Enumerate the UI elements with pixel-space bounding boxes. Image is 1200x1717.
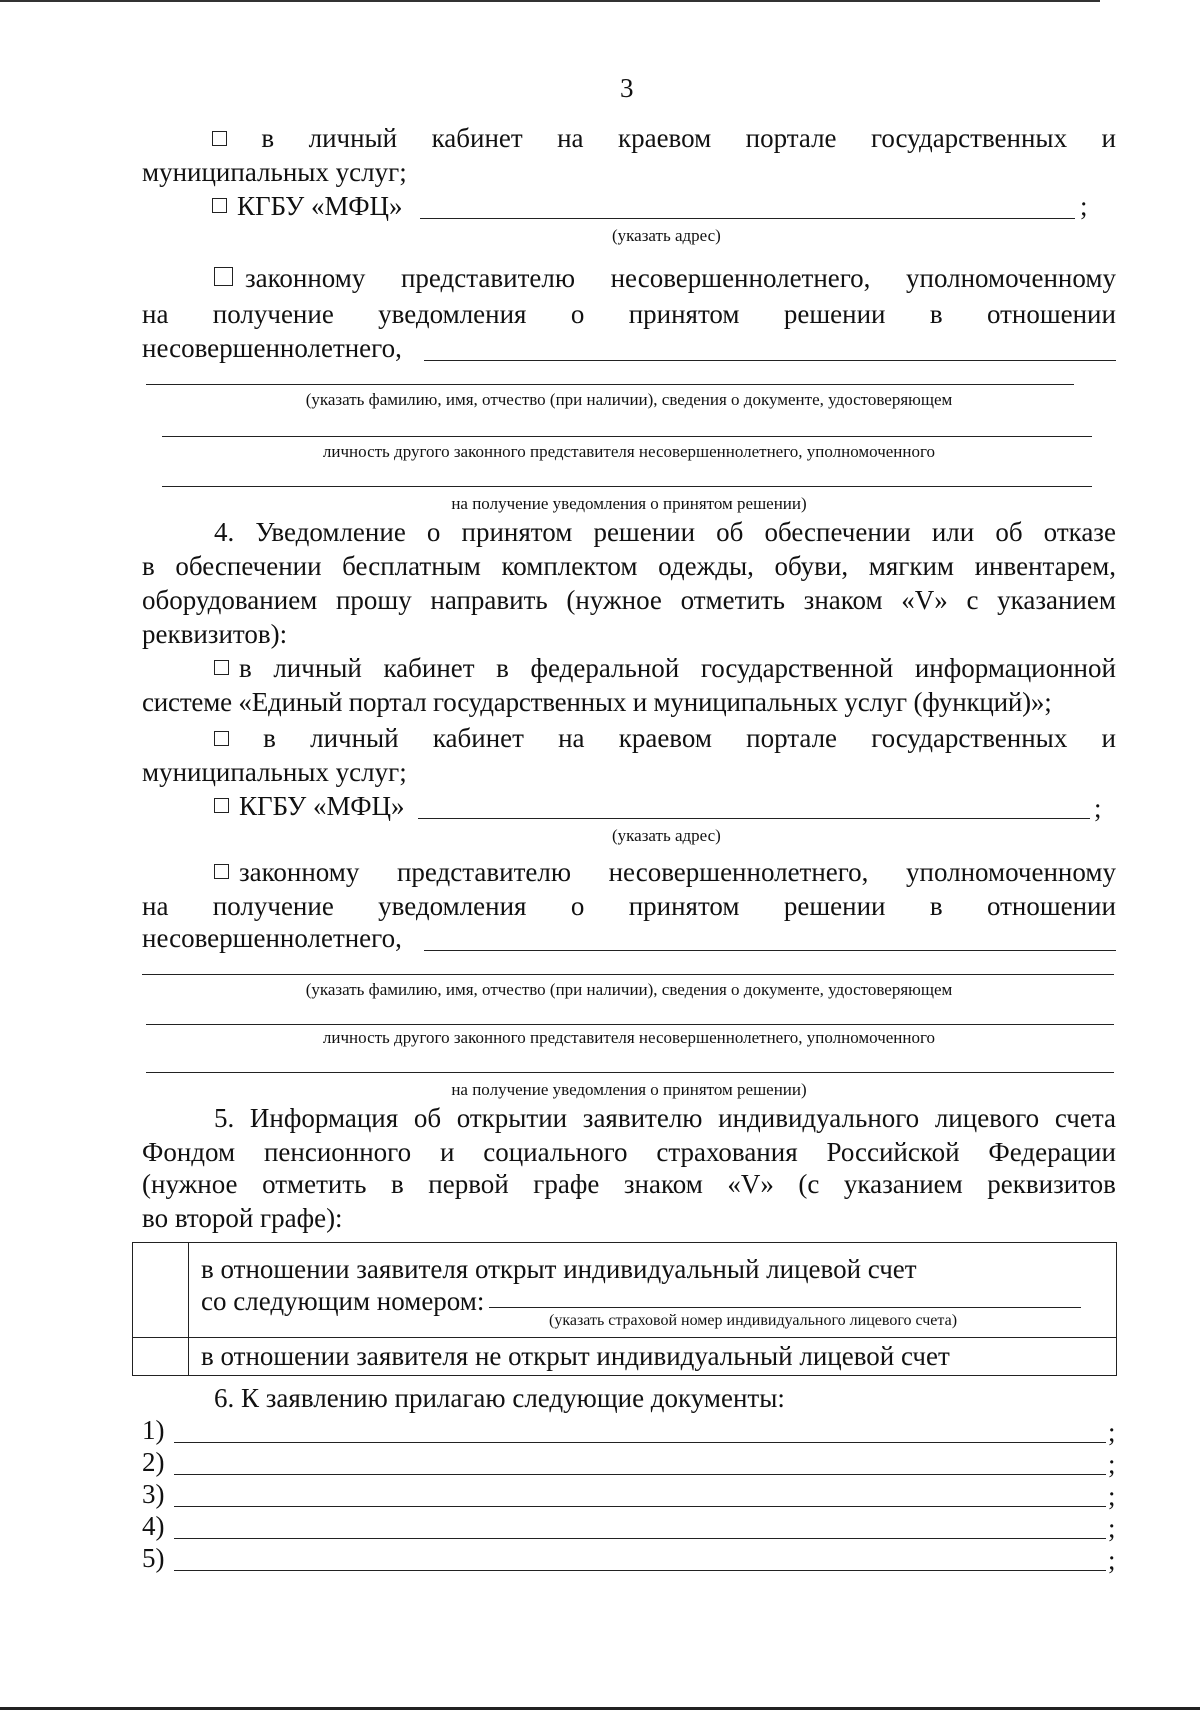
sec4-rep-line3: несовершеннолетнего, [142,923,402,953]
doc-item-2-line[interactable] [174,1474,1106,1475]
sec5-p3-w7: (с [798,1169,820,1199]
doc-item-1-label: 1) [142,1415,165,1445]
sec4-option-mfc [214,790,405,822]
checkbox-cell-account-open[interactable] [133,1243,189,1338]
sec5-para-line4: во второй графе): [142,1203,343,1233]
sec4-mfc-caption: (указать адрес) [612,826,721,845]
account-open-line2: со следующим номером: [201,1286,485,1316]
sec4-mfc-label: КГБУ «МФЦ» [239,791,405,821]
sec3-rep2-w2: уведомления [378,299,527,329]
sec5-p1-w3: открытии [456,1103,568,1133]
checkbox-federal-portal[interactable] [214,660,229,675]
sec5-p2-w4: страхования [656,1137,798,1167]
sec5-p3-w5: знаком [623,1169,703,1199]
sec5-p3-w4: графе [533,1169,600,1199]
sec4-rep2-w0: на [142,891,169,921]
doc-item-3-line[interactable] [174,1506,1106,1507]
account-options-table [132,1242,1117,1376]
sec4-p2-w3: комплектом [501,551,638,581]
doc-item-2-label: 2) [142,1447,165,1477]
sec4-rep2-w1: получение [212,891,334,921]
sec4-p1-w8: об [995,517,1023,547]
sec5-para-line1 [214,1102,1116,1134]
sec4-regional-w3: на [558,723,585,753]
sec5-p3-w6: «V» [727,1169,774,1199]
sec5-p3-w1: отметить [262,1169,367,1199]
sec5-p1-w2: об [413,1103,442,1133]
sec4-rep-caption1: (указать фамилию, имя, отчество (при наличии), сведения о документе, удостоверяющем [305,980,953,999]
sec3-mfc-caption: (указать адрес) [612,226,721,245]
sec4-regional-line2: муниципальных услуг; [142,757,407,787]
sec4-regional-w4: краевом [618,723,712,753]
sec4-regional-w5: портале [746,723,838,753]
sec4-fed-w6: информационной [914,653,1116,683]
sec3-rep-w1: представителю [400,263,576,293]
sec4-rep2-w6: в [929,891,943,921]
sec5-p3-w0: (нужное [142,1169,238,1199]
sec3-regional-w1: личный [308,123,398,153]
sec4-rep2-w5: решении [783,891,886,921]
sec3-mfc-address-line[interactable] [420,218,1075,219]
sec4-p3-w0: оборудованием [142,585,318,615]
doc-item-5-end: ; [1108,1545,1116,1575]
sec5-p3-w2: в [390,1169,404,1199]
sec4-federal-line2: системе «Единый портал государственных и муниципальных услуг (функций)»; [142,687,1052,717]
sec5-p3-w9: реквизитов [987,1169,1116,1199]
sec3-rep-line2 [142,298,1116,330]
sec4-p2-w5: обуви, [774,551,849,581]
sec5-p2-w6: Федерации [988,1137,1116,1167]
sec3-regional-w3: на [557,123,584,153]
sec3-rep-line3: несовершеннолетнего, [142,333,402,363]
doc-item-3-label: 3) [142,1479,165,1509]
checkbox-regional-portal[interactable] [212,131,227,146]
sec4-p2-w6: мягким [868,551,954,581]
sec4-p3-w4: отметить [680,585,785,615]
sec4-regional-w2: кабинет [432,723,524,753]
sec5-p3-w3: первой [428,1169,509,1199]
sec4-fed-w0: в [239,653,252,683]
checkbox-mfc[interactable] [212,198,227,213]
sec4-p2-w1: обеспечении [175,551,322,581]
sec5-p2-w5: Российской [826,1137,960,1167]
sec4-p1-w3: принятом [461,517,573,547]
sec5-p2-w1: пенсионного [263,1137,412,1167]
sec4-para-line4: реквизитов): [142,619,288,649]
sec4-rep2-w4: принятом [628,891,740,921]
checkbox-mfc-2[interactable] [214,798,229,813]
sec3-regional-w7: и [1101,123,1116,153]
sec5-para-line2 [142,1136,1116,1168]
doc-item-2-end: ; [1108,1449,1116,1479]
doc-item-4-label: 4) [142,1511,165,1541]
sec4-regional-w7: и [1101,723,1116,753]
sec3-option-rep [214,262,1116,294]
sec4-mfc-semicolon: ; [1094,793,1102,823]
doc-item-5-line[interactable] [174,1570,1106,1571]
account-not-open-cell [189,1338,1117,1376]
sec4-p3-w3: (нужное [566,585,662,615]
sec4-p2-w2: бесплатным [342,551,481,581]
sec4-mfc-address-line[interactable] [418,818,1090,819]
sec3-rep-caption3: на получение уведомления о принятом решении) [451,494,807,513]
sec4-rep2-w3: о [570,891,585,921]
sec3-rep2-w6: в [929,299,943,329]
sec5-p1-w6: лицевого [934,1103,1040,1133]
doc-item-1-line[interactable] [174,1442,1106,1443]
sec3-regional-line2: муниципальных услуг; [142,157,407,187]
sec5-p1-w5: индивидуального [718,1103,920,1133]
sec4-rep-w1: представителю [396,857,572,887]
sec4-p1-w0: 4. [214,517,235,547]
table-row [133,1243,1117,1338]
sec3-rep-first [214,262,365,294]
sec4-p2-w4: одежды, [658,551,754,581]
sec4-p2-w7: инвентарем, [974,551,1116,581]
sec3-rep-fill-line3[interactable] [162,436,1092,437]
doc-item-5-label: 5) [142,1543,165,1573]
sec4-rep-fill-line3[interactable] [146,1024,1114,1025]
sec5-p2-w2: и [439,1137,455,1167]
account-number-line[interactable] [489,1307,1081,1308]
sec4-regional-w6: государственных [871,723,1068,753]
sec4-para-line1 [214,516,1116,548]
sec4-fed-first [214,652,252,684]
sec3-rep-w0: законному [245,263,366,293]
sec3-rep-caption2: личность другого законного представителя несовершеннолетнего, уполномоченного [322,442,936,461]
checkbox-cell-account-not-open[interactable] [133,1338,189,1376]
sec3-rep2-w1: получение [212,299,334,329]
sec4-p2-w0: в [142,551,155,581]
account-number-caption: (указать страховой номер индивидуального лицевого счета) [549,1312,958,1329]
sec5-para-line3 [142,1168,1116,1200]
sec4-regional-w0: в [263,723,276,753]
sec4-rep-w2: несовершеннолетнего, [608,857,869,887]
account-open-line1: в отношении заявителя открыт индивидуальный лицевой счет [201,1254,917,1284]
sec5-p1-w7: счета [1054,1103,1116,1133]
sec3-rep-fill-line1[interactable] [424,360,1116,361]
sec3-rep2-w4: принятом [628,299,740,329]
sec5-p1-w4: заявителю [582,1103,703,1133]
sec4-p1-w9: отказе [1043,517,1116,547]
doc-item-4-line[interactable] [174,1538,1106,1539]
sec3-mfc-semicolon: ; [1080,191,1088,221]
sec4-rep-fill-line2[interactable] [142,974,1114,975]
checkbox-rep-2[interactable] [214,864,229,879]
account-not-open-text: в отношении заявителя не открыт индивидуальный лицевой счет [201,1341,950,1371]
sec4-p1-w6: обеспечении [764,517,911,547]
sec3-mfc-label: КГБУ «МФЦ» [237,191,403,221]
sec3-regional-w6: государственных [870,123,1068,153]
sec4-rep-w0: законному [239,857,360,887]
sec3-regional-w0: в [261,123,275,153]
sec3-rep-w3: уполномоченному [906,263,1116,293]
sec4-option-rep [214,856,1116,888]
sec4-p3-w2: направить [430,585,548,615]
page-number: 3 [620,73,634,103]
sec4-rep-caption3: на получение уведомления о принятом решении) [451,1080,807,1099]
sec4-p3-w7: с [966,585,979,615]
table-row [133,1338,1117,1376]
sec4-p3-w8: указанием [997,585,1116,615]
doc-item-3-end: ; [1108,1481,1116,1511]
sec4-rep-fill-line4[interactable] [146,1072,1114,1073]
sec5-p1-w1: Информация [249,1103,399,1133]
sec4-rep2-w7: отношении [986,891,1116,921]
sec4-fed-w4: федеральной [530,653,680,683]
sec4-p1-w2: о [426,517,441,547]
sec3-rep2-w7: отношении [986,299,1116,329]
sec3-rep2-w5: решении [783,299,886,329]
sec4-para-line2 [142,550,1116,582]
sec5-p1-w0: 5. [214,1103,235,1133]
sec6-heading: 6. К заявлению прилагаю следующие документы: [214,1383,785,1413]
sec3-rep-fill-line2[interactable] [146,384,1074,385]
sec4-rep-fill-line1[interactable] [424,950,1116,951]
sec4-p1-w5: об [716,517,744,547]
sec4-fed-w2: кабинет [383,653,475,683]
account-open-cell [189,1243,1117,1338]
sec3-regional-w4: краевом [617,123,712,153]
doc-item-4-end: ; [1108,1513,1116,1543]
sec5-p3-w8: указанием [843,1169,963,1199]
sec4-p3-w5: знаком [803,585,883,615]
scan-bottom-edge [0,1707,1200,1710]
checkbox-rep[interactable] [214,267,233,286]
doc-item-1-end: ; [1108,1417,1116,1447]
sec4-p1-w7: или [931,517,975,547]
sec3-option-regional-portal [212,122,1116,154]
sec5-p2-w3: социального [483,1137,628,1167]
sec3-rep2-w0: на [142,299,169,329]
sec4-rep-first [214,856,359,888]
sec3-option-mfc [212,190,403,222]
sec4-option-federal [214,652,1116,684]
sec4-fed-w5: государственной [700,653,894,683]
sec3-rep-caption1: (указать фамилию, имя, отчество (при наличии), сведения о документе, удостоверяющем [305,390,953,409]
sec3-regional-w5: портале [745,123,837,153]
checkbox-regional-portal-2[interactable] [214,731,229,746]
sec4-rep-w3: уполномоченному [906,857,1116,887]
sec4-p1-w4: решении [593,517,696,547]
sec4-regional-w1: личный [310,723,399,753]
sec4-fed-w1: личный [273,653,362,683]
sec3-rep-fill-line4[interactable] [162,486,1092,487]
sec4-p1-w1: Уведомление [255,517,406,547]
sec4-rep2-w2: уведомления [378,891,527,921]
sec3-rep2-w3: о [570,299,585,329]
sec4-rep-line2 [142,890,1116,922]
sec5-p2-w0: Фондом [142,1137,236,1167]
sec4-p3-w1: прошу [335,585,412,615]
sec4-fed-w3: в [496,653,509,683]
sec3-rep-w2: несовершеннолетнего, [610,263,871,293]
sec4-option-regional-portal [214,722,1116,754]
sec3-regional-w2: кабинет [431,123,523,153]
sec4-p3-w6: «V» [901,585,948,615]
sec4-para-line3 [142,584,1116,616]
sec4-rep-caption2: личность другого законного представителя несовершеннолетнего, уполномоченного [322,1028,936,1047]
